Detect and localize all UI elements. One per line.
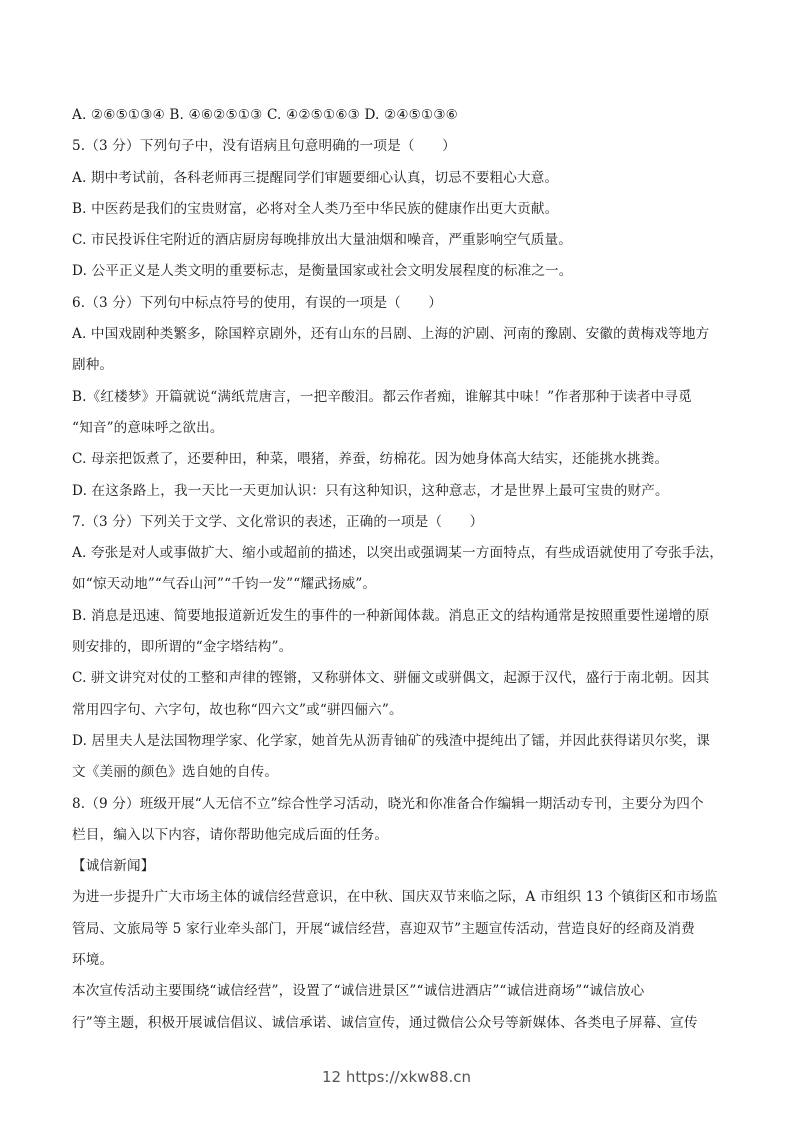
question-7-option-d-cont: 文《美丽的颜色》选自她的自传。: [72, 764, 279, 781]
question-6-stem: 6.（3 分）下列句中标点符号的使用，有误的一项是（ ）: [72, 294, 443, 311]
question-5-option-c: C. 市民投诉住宅附近的酒店厨房每晚排放出大量油烟和噪音，严重影响空气质量。: [72, 232, 573, 249]
question-5-option-b: B. 中医药是我们的宝贵财富，必将对全人类乃至中华民族的健康作出更大贡献。: [72, 200, 559, 217]
question-6-option-a-cont: 剧种。: [72, 357, 114, 374]
news-paragraph-1-line-2: 管局、文旅局等 5 家行业牵头部门，开展“诚信经营，喜迎双节”主题宣传活动，营造良好的经商及消费: [72, 920, 695, 937]
question-5-option-d: D. 公平正义是人类文明的重要标志，是衡量国家或社会文明发展程度的标准之一。: [72, 263, 573, 280]
question-6-option-a: A. 中国戏剧种类繁多，除国粹京剧外，还有山东的吕剧、上海的沪剧、河南的豫剧、安徽的黄梅戏等地方: [72, 326, 710, 343]
document-body: [72, 100, 728, 1039]
news-paragraph-1-line-3: 环境。: [72, 952, 114, 969]
question-7-option-c-cont: 常用四字句、六字句，故也称“四六文”或“骈四俪六”。: [72, 701, 403, 718]
footer-text: 12 https://xkw88.cn: [321, 1068, 472, 1086]
question-7-option-a: A. 夸张是对人或事做扩大、缩小或超前的描述，以突出或强调某一方面特点，有些成语就使用了夸张手法，: [72, 545, 724, 562]
question-6-option-d: D. 在这条路上，我一天比一天更加认识：只有这种知识，这种意志，才是世界上最可宝贵的财产。: [72, 482, 669, 499]
question-6-option-b: B.《红楼梦》开篇就说“满纸荒唐言，一把辛酸泪。都云作者痴，谁解其中味！”作者那种于读者中寻觅: [72, 388, 692, 405]
news-paragraph-2-line-1: 本次宣传活动主要围绕“诚信经营”，设置了“诚信进景区”“诚信进酒店”“诚信进商场”“诚信放心: [72, 983, 645, 1000]
question-6-option-c: C. 母亲把饭煮了，还要种田，种菜，喂猪，养蚕，纺棉花。因为她身体高大结实，还能挑水挑粪。: [72, 451, 669, 468]
question-8-stem-cont: 栏目，编入以下内容，请你帮助他完成后面的任务。: [72, 826, 389, 843]
question-7-option-c: C. 骈文讲究对仗的工整和声律的铿锵，又称骈体文、骈俪文或骈偶文，起源于汉代，盛行于南北朝。因其: [72, 670, 710, 687]
question-6-option-b-cont: “知音”的意味呼之欲出。: [72, 419, 224, 436]
answer-options-q4: A. ②⑥⑤①③④ B. ④⑥②⑤①③ C. ④②⑤①⑥③ D. ②④⑤①③⑥: [72, 107, 458, 123]
question-5-option-a: A. 期中考试前，各科老师再三提醒同学们审题要细心认真，切忌不要粗心大意。: [72, 169, 559, 186]
news-paragraph-1-line-1: 为进一步提升广大市场主体的诚信经营意识，在中秋、国庆双节来临之际，A 市组织 13 个镇街区和市场监: [72, 889, 718, 906]
page-footer: [0, 1068, 793, 1086]
question-7-option-b-cont: 则安排的，即所谓的“金字塔结构”。: [72, 639, 293, 656]
question-7-option-d: D. 居里夫人是法国物理学家、化学家，她首先从沥青铀矿的残渣中提纯出了镭，并因此获得诺贝尔奖，课: [72, 732, 710, 749]
question-7-stem: 7.（3 分）下列关于文学、文化常识的表述，正确的一项是（ ）: [72, 513, 484, 530]
news-paragraph-2-line-2: 行”等主题，积极开展诚信倡议、诚信承诺、诚信宣传，通过微信公众号等新媒体、各类电子屏幕、宣传: [72, 1014, 698, 1031]
question-7-option-a-cont: 如“惊天动地”“气吞山河”“千钧一发”“耀武扬威”。: [72, 576, 377, 593]
section-heading-integrity-news: 【诚信新闻】: [72, 858, 155, 875]
question-8-stem: 8.（9 分）班级开展“人无信不立”综合性学习活动，晓光和你准备合作编辑一期活动专刊，主要分为四个: [72, 795, 704, 812]
question-5-stem: 5.（3 分）下列句子中，没有语病且句意明确的一项是（ ）: [72, 138, 456, 155]
question-7-option-b: B. 消息是迅速、简要地报道新近发生的事件的一种新闻体裁。消息正文的结构通常是按照重要性递增的原: [72, 607, 710, 624]
